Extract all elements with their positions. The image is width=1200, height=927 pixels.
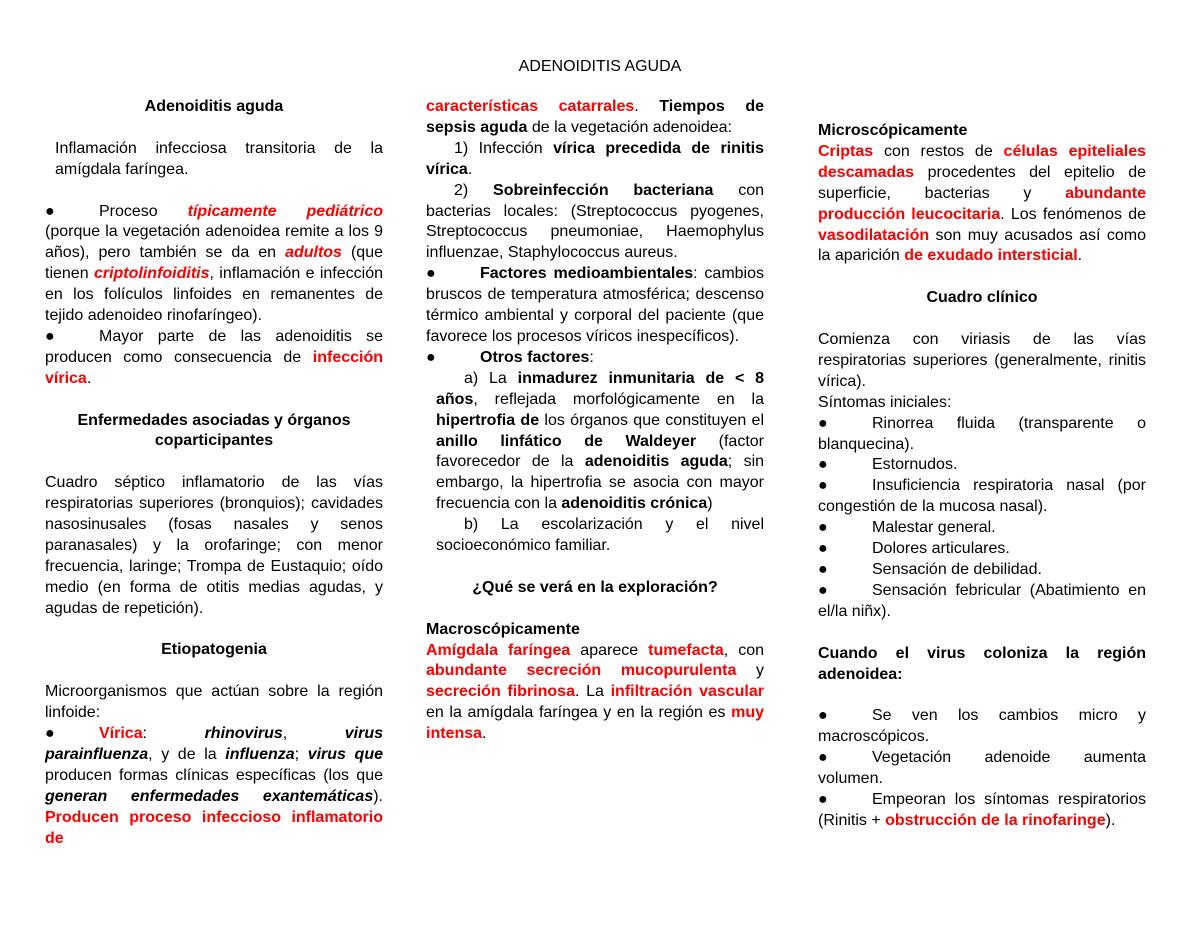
list-item: ● Empeoran los síntomas respiratorios (Rinitis + obstrucción de la rinofaringe).: [818, 790, 1146, 829]
list-item: ● Otros factores:: [426, 348, 594, 366]
paragraph: Microorganismos que actúan sobre la región linfoide:: [45, 683, 383, 722]
column-1: [45, 97, 383, 850]
list-item: ● Proceso típicamente pediátrico (porque la vegetación adenoidea remite a los 9 años), pero también se da en adultos (que tienen criptolinfoiditis, inflamación e infección en los folículos linfoides en remanentes de tejido adenoideo rinofaríngeo).: [45, 202, 384, 325]
list-item: ● Sensación febricular (Abatimiento en el/la niñx).: [818, 581, 1146, 620]
list-item: ● Factores medioambientales: cambios bruscos de temperatura atmosférica; descenso térmico ambiental y corporal del paciente (que favorece los procesos víricos inespecíficos).: [426, 265, 764, 345]
heading-virus-coloniza: Cuando el virus coloniza la región adenoidea:: [818, 644, 1146, 683]
paragraph: Cuadro séptico inflamatorio de las vías respiratorias superiores (bronquios); cavidades nasosinusales (fosas nasales y senos paranasales) y la orofaringe; con menor frecuencia, laringe; Trompa de Eustaquio; oído medio (en forma de otitis medias agudas, y agudas de repetición).: [45, 474, 383, 617]
heading-adenoiditis-aguda: Adenoiditis aguda: [144, 98, 284, 115]
list-item: ● Malestar general.: [818, 519, 996, 537]
paragraph: características catarrales. Tiempos de sepsis aguda de la vegetación adenoidea:: [426, 98, 764, 136]
column-3: [818, 121, 1146, 832]
list-item: ● Rinorrea fluida (transparente o blanquecina).: [818, 414, 1146, 453]
paragraph: Criptas con restos de células epiteliales descamadas procedentes del epitelio de superficie, bacterias y abundante producción leucocitaria. Los fenómenos de vasodilatación son muy acusados así como la aparición de exudado intersticial.: [818, 142, 1146, 265]
list-item: ● Sensación de debilidad.: [818, 561, 1042, 578]
heading-cuadro-clinico: Cuadro clínico: [926, 289, 1038, 307]
list-item: ● Dolores articulares.: [818, 540, 1010, 558]
list-item: b) La escolarización y el nivel socioeconómico familiar.: [436, 516, 764, 555]
paragraph: Síntomas iniciales:: [818, 393, 952, 411]
definition-paragraph: Inflamación infecciosa transitoria de la amígdala faríngea.: [55, 139, 383, 178]
column-2: [426, 97, 764, 745]
heading-etiopatogenia: Etiopatogenia: [161, 641, 267, 659]
heading-microscopicamente: Microscópicamente: [818, 122, 968, 139]
list-item: ● Vegetación adenoide aumenta volumen.: [818, 749, 1146, 788]
paragraph: Comienza con viriasis de las vías respiratorias superiores (generalmente, rinitis vírica).: [818, 331, 1146, 390]
list-item: ● Vírica: rhinovirus, virus parainfluenza, y de la influenza; virus que producen formas clínicas específicas (los que generan enfermedades exantemáticas). Producen proceso infeccioso inflamatorio de: [45, 725, 384, 847]
list-item: ● Se ven los cambios micro y macroscópicos.: [818, 707, 1146, 746]
paragraph: Amígdala faríngea aparece tumefacta, con abundante secreción mucopurulenta y secreción fibrinosa. La infiltración vascular en la amígdala faríngea y en la región es muy intensa.: [426, 641, 764, 743]
list-item: 1) Infección vírica precedida de rinitis vírica.: [426, 139, 765, 178]
page-title: ADENOIDITIS AGUDA: [518, 58, 682, 75]
list-item: 2) Sobreinfección bacteriana con bacterias locales: (Streptococcus pyogenes, Streptococcus pneumoniae, Haemophylus influenzae, Staphylococcus aureus.: [426, 181, 765, 262]
heading-macroscopicamente: Macroscópicamente: [426, 620, 580, 638]
list-item: ● Mayor parte de las adenoiditis se producen como consecuencia de infección vírica.: [45, 327, 383, 387]
list-item: a) La inmadurez inmunitaria de < 8 años, reflejada morfológicamente en la hipertrofia de los órganos que constituyen el anillo linfático de Waldeyer (factor favorecedor de la adenoiditis aguda; sin embargo, la hipertrofia se asocia con mayor frecuencia con la adenoiditis crónica): [436, 369, 765, 513]
heading-exploracion: ¿Qué se verá en la exploración?: [472, 578, 718, 596]
heading-enfermedades-asociadas: Enfermedades asociadas y órganos coparticipantes: [77, 411, 351, 450]
list-item: ● Insuficiencia respiratoria nasal (por congestión de la mucosa nasal).: [818, 477, 1146, 516]
list-item: ● Estornudos.: [818, 456, 958, 474]
